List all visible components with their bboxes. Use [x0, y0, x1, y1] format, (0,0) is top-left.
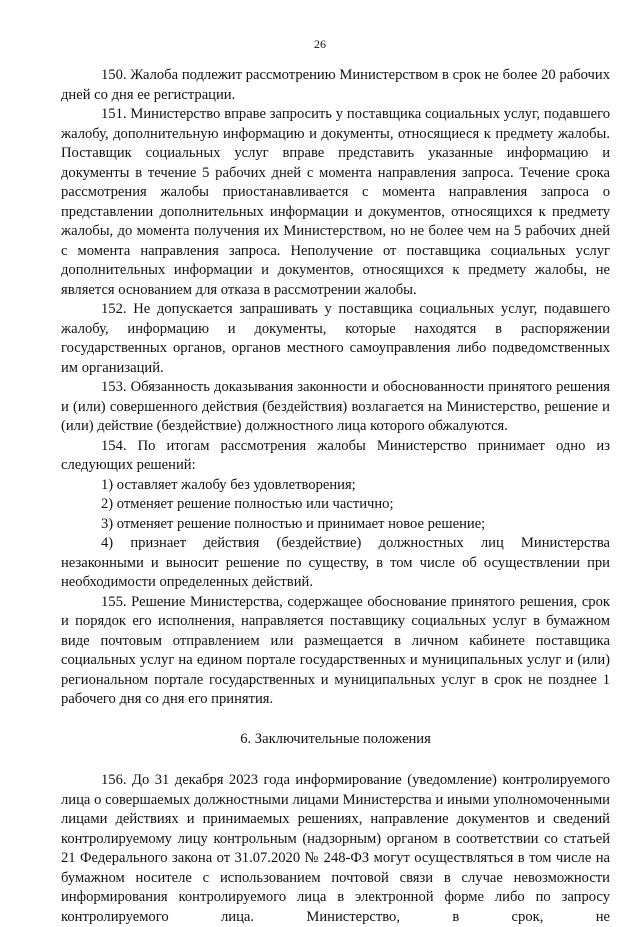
- paragraph-151: 151. Министерство вправе запросить у поставщика социальных услуг, подавшего жалобу, дополнительную информацию и документы, относящиеся к предмету жалобы. Поставщик социальных услуг вправе представить указанные информацию и документы в течение 5 рабочих дней с момента направления запроса. Течение срока рассмотрения жалобы приостанавливается с момента направления запроса о представлении дополнительных информации и документов, относящихся к предмету жалобы, до момента получения их Министерством, но не более чем на 5 рабочих дней с момента направления запроса. Неполучение от поставщика социальных услуг дополнительных информации и документов, относящихся к предмету жалобы, не является основанием для отказа в рассмотрении жалобы.: [61, 106, 610, 298]
- paragraph-153: 153. Обязанность доказывания законности и обоснованности принятого решения и (или) совершенного действия (бездействия) возлагается на Министерство, решение и (или) действие (бездействие) должностного лица которого обжалуются.: [61, 379, 610, 434]
- list-item-3: 3) отменяет решение полностью и принимает новое решение;: [101, 515, 486, 532]
- section-heading: 6. Заключительные положения: [240, 730, 431, 747]
- list-item-2: 2) отменяет решение полностью или частично;: [101, 496, 394, 512]
- page-number: 26: [314, 37, 326, 51]
- paragraph-156: 156. До 31 декабря 2023 года информирование (уведомление) контролируемого лица о совершаемых должностными лицами Министерства и иными уполномоченными лицами действиях и принимаемых решениях, направление документов и сведений контролируемому лицу контрольным (надзорным) органом в соответствии со статьей 21 Федерального закона от 31.07.2020 № 248-ФЗ могут осуществляться в том числе на бумажном носителе с использованием почтовой связи в случае невозможности информирования контролируемого лица в электронной форме либо по запросу контролируемого лица. Министерство, в срок, не: [61, 772, 610, 925]
- paragraph-152: 152. Не допускается запрашивать у поставщика социальных услуг, подавшего жалобу, информацию и документы, которые находятся в распоряжении государственных органов, органов местного самоуправления либо подведомственных им организаций.: [61, 301, 610, 376]
- list-item-4: 4) признает действия (бездействие) должностных лиц Министерства незаконными и выносит решение по существу, в том числе об осуществлении при необходимости определенных действий.: [61, 535, 610, 590]
- paragraph-150: 150. Жалоба подлежит рассмотрению Министерством в срок не более 20 рабочих дней со дня ее регистрации.: [61, 67, 610, 103]
- paragraph-154: 154. По итогам рассмотрения жалобы Министерство принимает одно из следующих решений:: [61, 437, 610, 473]
- paragraph-155: 155. Решение Министерства, содержащее обоснование принятого решения, срок и порядок его исполнения, направляется поставщику социальных услуг в бумажном виде почтовым отправлением или размещается в личном кабинете поставщика социальных услуг на едином портале государственных и муниципальных услуг и (или) региональном портале государственных и муниципальных услуг в срок не позднее 1 рабочего дня со дня его принятия.: [61, 593, 610, 707]
- document-body: [61, 66, 610, 927]
- list-item-1: 1) оставляет жалобу без удовлетворения;: [101, 476, 356, 493]
